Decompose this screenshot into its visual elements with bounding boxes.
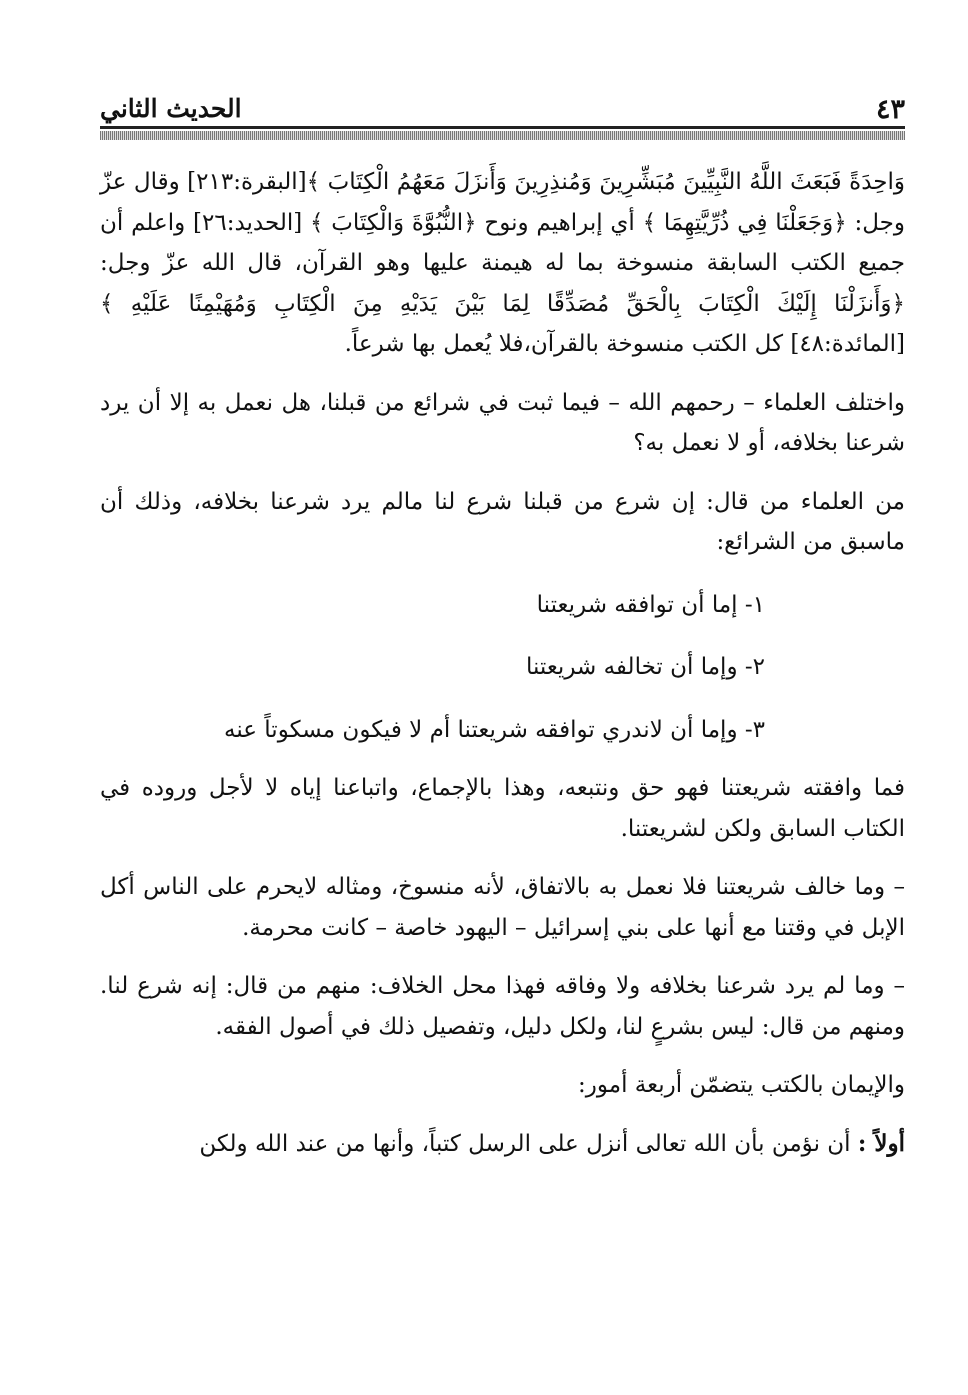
paragraph-quran-quotes: وَاحِدَةً فَبَعَثَ اللَّهُ النَّبِيِّينَ مُبَشِّرِينَ وَمُنذِرِينَ وَأَنزَلَ مَعَهُمُ الْكِتَابَ ﴾[البقرة:٢١٣] وقال عزّ وجل: ﴿وَجَعَلْنَا فِي ذُرِّيَّتِهِمَا ﴾ أي إبراهيم ونوح ﴿النُّبُوَّةَ وَالْكِتَابَ ﴾ [الحديد:٢٦] واعلم أن جميع الكتب السابقة منسوخة بما له هيمنة عليها وهو القرآن، قال الله عزّ وجل: ﴿وَأَنزَلْنَا إِلَيْكَ الْكِتَابَ بِالْحَقِّ مُصَدِّقًا لِمَا بَيْنَ يَدَيْهِ مِنَ الْكِتَابِ وَمُهَيْمِنًا عَلَيْهِ ﴾ [المائدة:٤٨] كل الكتب منسوخة بالقرآن،فلا يُعمل بها شرعاً. (100, 169, 905, 357)
first-label: أولاً : (857, 1129, 905, 1157)
paragraph-first-opinion: من العلماء من قال: إن شرع من قبلنا شرع لنا مالم يرد شرعنا بخلافه، وذلك أن ماسبق من الشرائع: (100, 488, 905, 555)
page-body (100, 162, 905, 1164)
header-rule-band (100, 131, 905, 140)
chapter-title: الحديث الثاني (100, 94, 242, 123)
paragraph-belief-in-books: والإيمان بالكتب يتضمّن أربعة أمور: (578, 1072, 905, 1098)
list-item: ١- إما أن توافقه شريعتنا (536, 591, 765, 618)
page-number: ٤٣ (875, 94, 905, 125)
list-item: ٢- وإما أن تخالفه شريعتنا (525, 654, 765, 680)
first-matter-text: أن نؤمن بأن الله تعالى أنزل على الرسل كتباً، وأنها من عند الله ولكن (199, 1130, 858, 1157)
paragraph-first-matter (100, 1124, 905, 1165)
list-item: ٣- وإما أن لاندري توافقه شريعتنا أم لا فيكون مسكوتاً عنه (223, 716, 765, 743)
paragraph-agreement: فما وافقته شريعتنا فهو حق ونتبعه، وهذا بالإجماع، واتباعنا إياه لا لأجل وروده في الكتاب السابق ولكن لشريعتنا. (100, 775, 905, 842)
paragraph-scholars-disagreement: واختلف العلماء – رحمهم الله – فيما ثبت في شرائع من قبلنا، هل نعمل به إلا أن يرد شرعنا بخلافه، أو لا نعمل به؟ (100, 389, 905, 456)
header-rule (100, 126, 905, 129)
paragraph-contradiction: – وما خالف شريعتنا فلا نعمل به بالاتفاق، لأنه منسوخ، ومثاله لايحرم على الناس أكل الإبل في وقتنا مع أنها على بني إسرائيل – اليهود خاصة – كانت محرمة. (100, 874, 905, 941)
paragraph-silent: – وما لم يرد شرعنا بخلافه ولا وفاقه فهذا محل الخلاف: منهم من قال: إنه شرع لنا. ومنهم من قال: ليس بشرعٍ لنا، ولكل دليل، وتفصيل ذلك في أصول الفقه. (100, 973, 905, 1040)
